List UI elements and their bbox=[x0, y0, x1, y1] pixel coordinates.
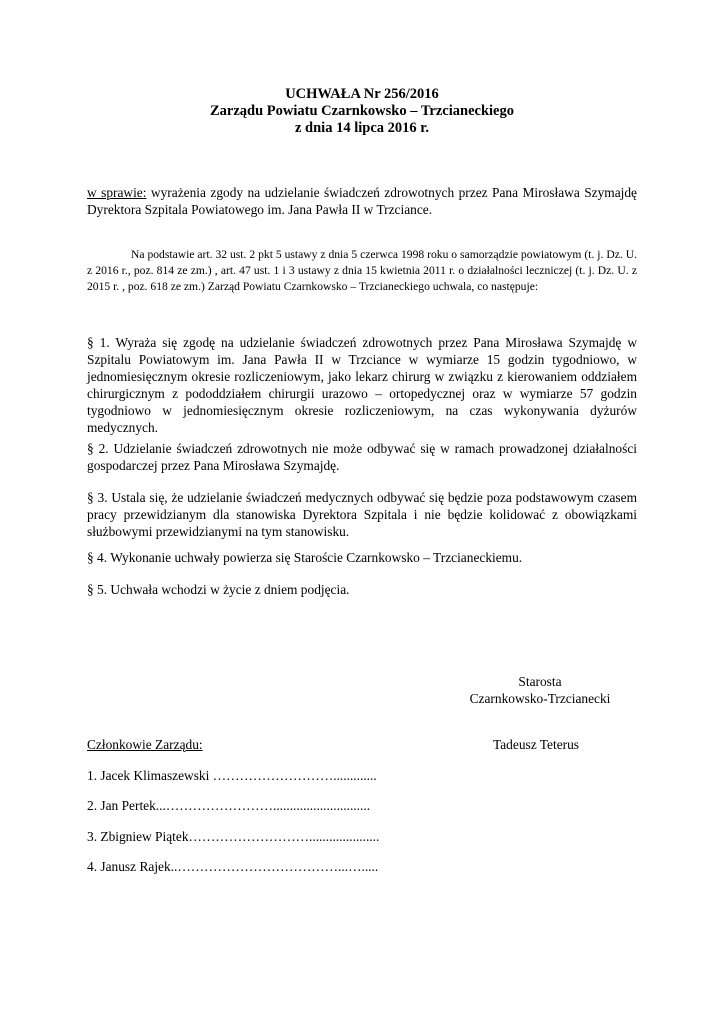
resolution-date: z dnia 14 lipca 2016 r. bbox=[294, 120, 429, 136]
signer-name: Tadeusz Teterus bbox=[493, 737, 579, 752]
board-member-line: 2. Jan Pertek...……………………............................. bbox=[87, 798, 371, 813]
paragraph-1: § 1. Wyraża się zgodę na udzielanie świadczeń zdrowotnych przez Pana Mirosława Szymajdę w Szpitalu Powiatowym im. Jana Pawła II w Trzciance w wymiarze 15 godzin tygodniowo, w jednomiesięcznym okresie rozliczeniowym, jako lekarz chirurg w związku z kierowaniem oddziałem chirurgicznym z pododdziałem chirurgii urazowo – ortopedycznej oraz w wymiarze 57 godzin tygodniowo w jednomiesięcznym okresie rozliczeniowym, na czas wykonywania dyżurów medycznych. bbox=[87, 335, 637, 435]
board-member-line: 3. Zbigniew Piątek………………………..................... bbox=[87, 829, 380, 844]
resolution-header bbox=[0, 86, 724, 137]
signature-office: Czarnkowsko-Trzcianecki bbox=[469, 691, 611, 706]
resolution-number: UCHWAŁA Nr 256/2016 bbox=[285, 86, 439, 102]
signature-title: Starosta bbox=[518, 674, 562, 689]
paragraph-5: § 5. Uchwała wchodzi w życie z dniem podjęcia. bbox=[87, 582, 350, 597]
board-member-line: 4. Janusz Rajek..………………………………...…..... bbox=[87, 859, 379, 874]
resolution-subject bbox=[87, 184, 637, 218]
paragraph-4: § 4. Wykonanie uchwały powierza się Staroście Czarnkowsko – Trzcianeckiemu. bbox=[87, 550, 523, 565]
signature-block bbox=[455, 673, 625, 707]
subject-text: wyrażenia zgody na udzielanie świadczeń zdrowotnych przez Pana Mirosława Szymajdę Dyrektora Szpitala Powiatowego im. Jana Pawła II w Trzciance. bbox=[87, 185, 638, 217]
issuing-body: Zarządu Powiatu Czarnkowsko – Trzcianeckiego bbox=[210, 103, 514, 119]
subject-label: w sprawie: bbox=[87, 185, 147, 200]
paragraph-3: § 3. Ustala się, że udzielanie świadczeń medycznych odbywać się będzie poza podstawowym czasem pracy przewidzianym dla stanowiska Dyrektora Szpitala i nie będzie kolidować z obowiązkami służbowymi przewidzianymi na tym stanowisku. bbox=[87, 490, 637, 539]
board-member-line: 1. Jacek Klimaszewski ………………………............. bbox=[87, 768, 377, 783]
legal-basis: Na podstawie art. 32 ust. 2 pkt 5 ustawy z dnia 5 czerwca 1998 roku o samorządzie powiatowym (t. j. Dz. U. z 2016 r., poz. 814 ze zm.) , art. 47 ust. 1 i 3 ustawy z dnia 15 kwietnia 2011 r. o działalności leczniczej (t. j. Dz. U. z 2015 r. , poz. 618 ze zm.) Zarząd Powiatu Czarnkowsko – Trzcianeckiego uchwala, co następuje: bbox=[87, 248, 637, 293]
board-members-title: Członkowie Zarządu: bbox=[87, 737, 203, 752]
paragraph-2: § 2. Udzielanie świadczeń zdrowotnych nie może odbywać się w ramach prowadzonej działalności gospodarczej przez Pana Mirosława Szymajdę. bbox=[87, 441, 637, 473]
